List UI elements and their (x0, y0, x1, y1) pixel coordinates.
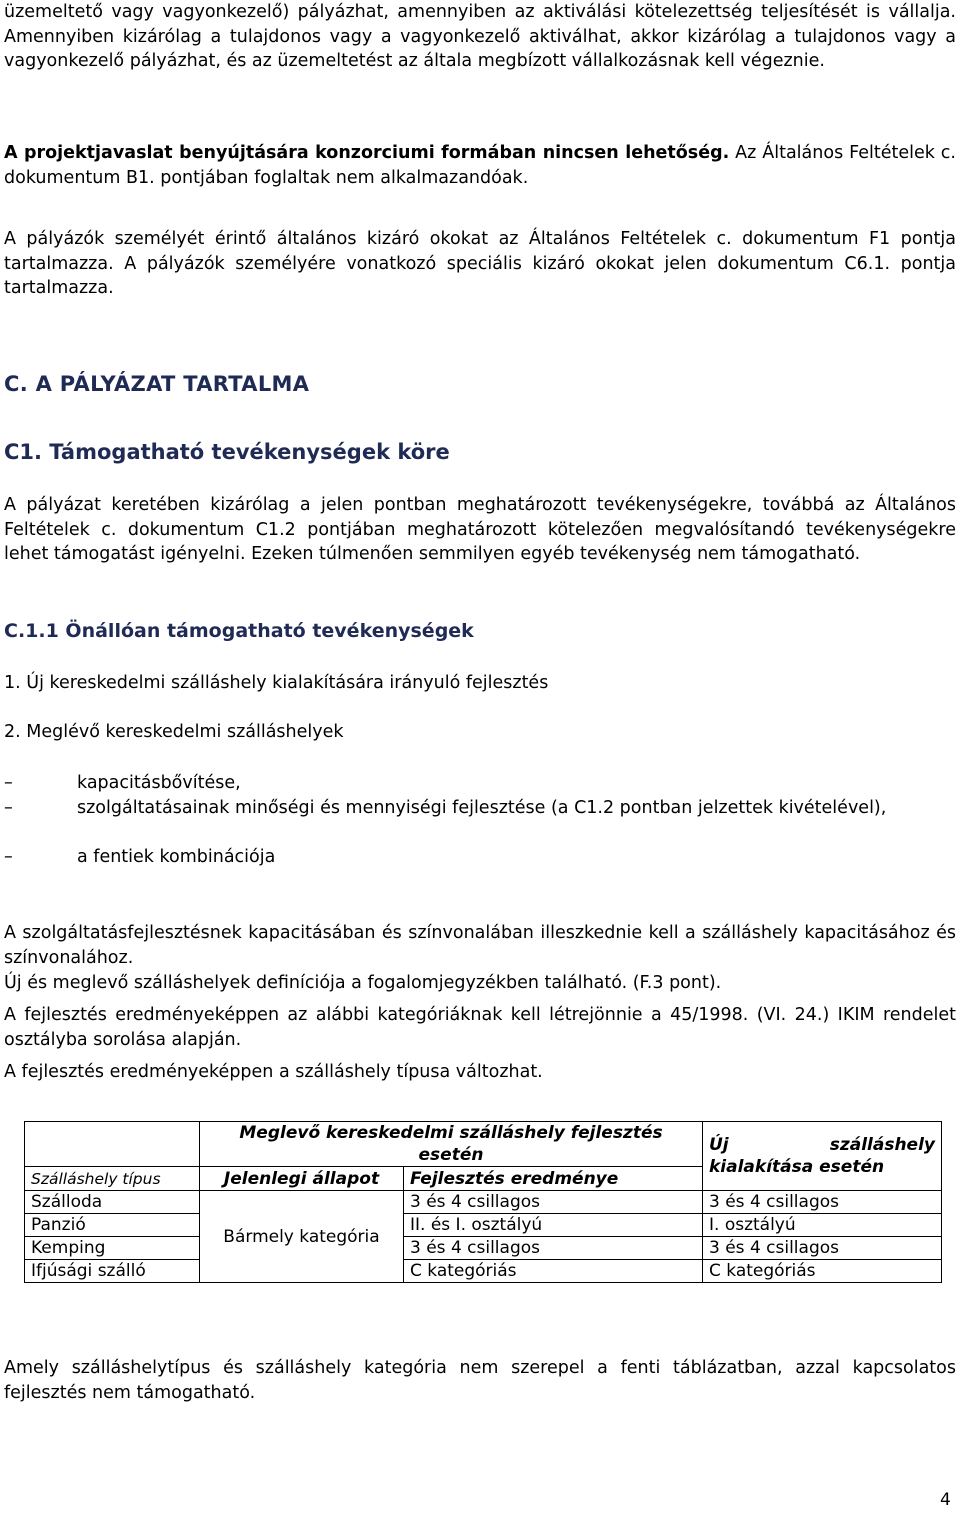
paragraph-exclusion-reasons: A pályázók személyét érintő általános kizáró okokat az Általános Feltételek c. dokumentum F1 pontja tartalmazza. A pályázók személyére vonatkozó speciális kizáró okokat jelen dokumentum C6.1. pontja tartalmazza. (4, 229, 956, 298)
dash-bullet: – (4, 847, 13, 867)
table-row (25, 1214, 942, 1237)
list-item-1: 1. Új kereskedelmi szálláshely kialakítására irányuló fejlesztés (4, 673, 549, 693)
paragraph-definitions: Új és meglevő szálláshelyek definíciója a fogalomjegyzékben található. (F.3 pont). (4, 973, 722, 993)
header-development-result: Fejlesztés eredménye (404, 1167, 703, 1191)
dash-item-text: a fentiek kombinációja (77, 847, 276, 867)
list-item-2: 2. Meglévő kereskedelmi szálláshelyek (4, 722, 344, 742)
cell-type: Ifjúsági szálló (25, 1260, 200, 1283)
section-heading-c1: C1. Támogatható tevékenységek köre (4, 440, 450, 464)
header-current-state: Jelenlegi állapot (200, 1167, 404, 1191)
dash-item-text: szolgáltatásainak minőségi és mennyiségi fejlesztése (a C1.2 pontban jelzettek kivételével), (77, 798, 887, 818)
dash-item-text: kapacitásbővítése, (77, 773, 241, 793)
paragraph-categories: A fejlesztés eredményeképpen az alábbi kategóriáknak kell létrejönnie a 45/1998. (VI. 24.) IKIM rendelet osztályba sorolása alapján. (4, 1005, 956, 1050)
accommodation-category-table (24, 1121, 942, 1283)
table-row (25, 1237, 942, 1260)
cell-result: 3 és 4 csillagos (404, 1191, 703, 1214)
paragraph-applicant-eligibility: üzemeltető vagy vagyonkezelő) pályázhat, amennyiben az aktiválási kötelezettség teljesítését is vállalja. Amennyiben kizárólag a tulajdonos vagy a vagyonkezelő aktiválhat, akkor kizárólag a tulajdonos vagy a vagyonkezelő pályázhat, és az üzemeltetést az általa megbízott vállalkozásnak kell végeznie. (4, 2, 956, 71)
cell-result: II. és I. osztályú (404, 1214, 703, 1237)
table-empty-cell (25, 1122, 200, 1167)
paragraph-supported-activities: A pályázat keretében kizárólag a jelen pontban meghatározott tevékenységekre, továbbá az Általános Feltételek c. dokumentum C1.2 pontjában meghatározott kötelezően megvalósítandó tevékenységekre lehet támogatást igényelni. Ezeken túlmenően semmilyen egyéb tevékenység nem támogatható. (4, 495, 956, 564)
header-new-accommodation: Új szálláshely kialakítása esetén (703, 1122, 942, 1191)
paragraph-service-development: A szolgáltatásfejlesztésnek kapacitásában és színvonalában illeszkednie kell a szálláshely kapacitásához és színvonalához. (4, 923, 956, 968)
cell-any-category: Bármely kategória (200, 1191, 404, 1283)
paragraph-type-change: A fejlesztés eredményeképpen a szálláshely típusa változhat. (4, 1062, 543, 1082)
table-row (25, 1191, 942, 1214)
cell-type: Szálloda (25, 1191, 200, 1214)
dash-item-capacity (4, 771, 956, 796)
dash-item-services (4, 796, 956, 821)
section-heading-c: C. A PÁLYÁZAT TARTALMA (4, 372, 310, 396)
dash-bullet: – (4, 798, 13, 818)
header-accommodation-type: Szálláshely típus (25, 1167, 200, 1191)
dash-bullet: – (4, 773, 13, 793)
cell-new: C kategóriás (703, 1260, 942, 1283)
cell-new: 3 és 4 csillagos (703, 1191, 942, 1214)
paragraph-not-supported: Amely szálláshelytípus és szálláshely kategória nem szerepel a fenti táblázatban, azzal kapcsolatos fejlesztés nem támogatható. (4, 1358, 956, 1403)
cell-type: Kemping (25, 1237, 200, 1260)
dash-item-combination (4, 845, 956, 870)
paragraph-consortium (4, 141, 956, 190)
cell-type: Panzió (25, 1214, 200, 1237)
cell-new: I. osztályú (703, 1214, 942, 1237)
consortium-rest-text: Az Általános Feltételek c. dokumentum B1. pontjában foglaltak nem alkalmazandóak. (4, 143, 956, 188)
cell-result: C kategóriás (404, 1260, 703, 1283)
cell-result: 3 és 4 csillagos (404, 1237, 703, 1260)
consortium-bold-text: A projektjavaslat benyújtására konzorciumi formában nincsen lehetőség. (4, 143, 730, 163)
table-header-row (25, 1122, 942, 1167)
header-existing-development: Meglevő kereskedelmi szálláshely fejlesztés esetén (200, 1122, 703, 1167)
page-number: 4 (940, 1490, 951, 1510)
cell-new: 3 és 4 csillagos (703, 1237, 942, 1260)
table-row (25, 1260, 942, 1283)
section-heading-c11: C.1.1 Önállóan támogatható tevékenységek (4, 620, 474, 642)
